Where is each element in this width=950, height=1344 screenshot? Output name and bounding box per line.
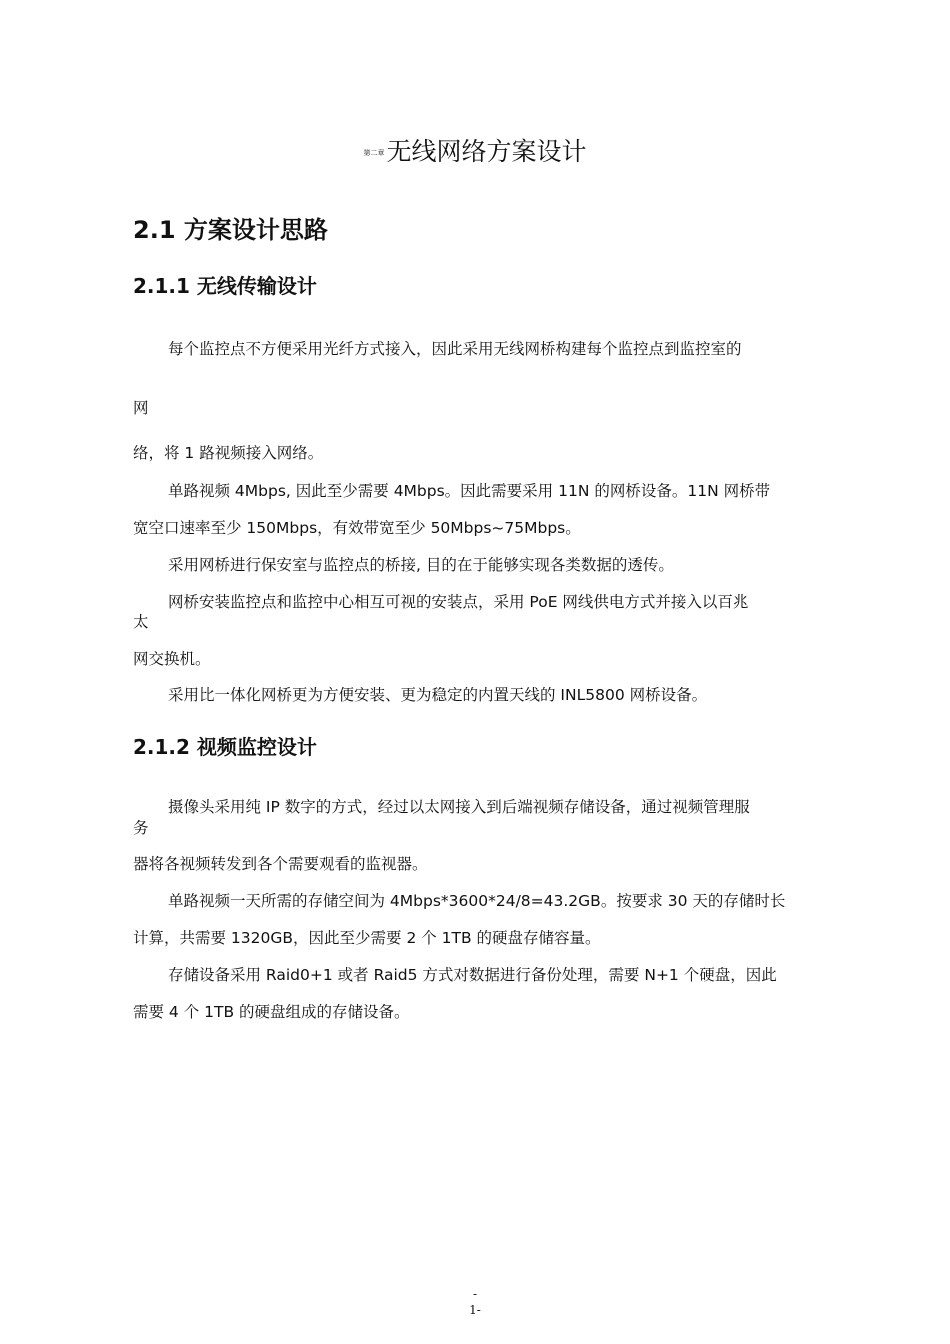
paragraph-line: 网交换机。	[133, 650, 211, 668]
paragraph-line: 采用比一体化网桥更为方便安装、更为稳定的内置天线的 INL5800 网桥设备。	[168, 686, 708, 704]
paragraph-line: 摄像头采用纯 IP 数字的方式，经过以太网接入到后端视频存储设备，通过视频管理服	[168, 798, 750, 816]
paragraph-line: 单路视频 4Mbps, 因此至少需要 4Mbps。因此需要采用 11N 的网桥设备。11N 网桥带	[168, 482, 771, 500]
section-heading-2-1: 2.1 方案设计思路	[133, 216, 328, 244]
paragraph-line: 网	[133, 399, 149, 417]
chapter-title	[0, 132, 950, 168]
paragraph-line: 需要 4 个 1TB 的硬盘组成的存储设备。	[133, 1003, 410, 1021]
paragraph-line: 络，将 1 路视频接入网络。	[133, 444, 324, 462]
paragraph-line: 务	[133, 819, 149, 837]
paragraph-line: 采用网桥进行保安室与监控点的桥接, 目的在于能够实现各类数据的透传。	[168, 556, 674, 574]
page-number-dash: -	[472, 1287, 478, 1301]
paragraph-line: 器将各视频转发到各个需要观看的监视器。	[133, 855, 428, 873]
paragraph-line: 宽空口速率至少 150Mbps，有效带宽至少 50Mbps~75Mbps。	[133, 519, 581, 537]
section-heading-2-1-1: 2.1.1 无线传输设计	[133, 274, 317, 298]
paragraph-line: 计算，共需要 1320GB，因此至少需要 2 个 1TB 的硬盘存储容量。	[133, 929, 601, 947]
paragraph-line: 太	[133, 613, 149, 631]
section-heading-2-1-2: 2.1.2 视频监控设计	[133, 735, 317, 759]
chapter-prefix: 第二章	[363, 149, 385, 157]
paragraph-line: 每个监控点不方便采用光纤方式接入，因此采用无线网桥构建每个监控点到监控室的	[168, 340, 742, 358]
page-number: 1-	[469, 1303, 481, 1317]
paragraph-line: 存储设备采用 Raid0+1 或者 Raid5 方式对数据进行备份处理，需要 N+1 个硬盘，因此	[168, 966, 777, 984]
chapter-title-text: 无线网络方案设计	[386, 137, 587, 166]
paragraph-line: 网桥安装监控点和监控中心相互可视的安装点，采用 PoE 网线供电方式并接入以百兆	[168, 593, 749, 611]
paragraph-line: 单路视频一天所需的存储空间为 4Mbps*3600*24/8=43.2GB。按要求 30 天的存储时长	[168, 892, 786, 910]
